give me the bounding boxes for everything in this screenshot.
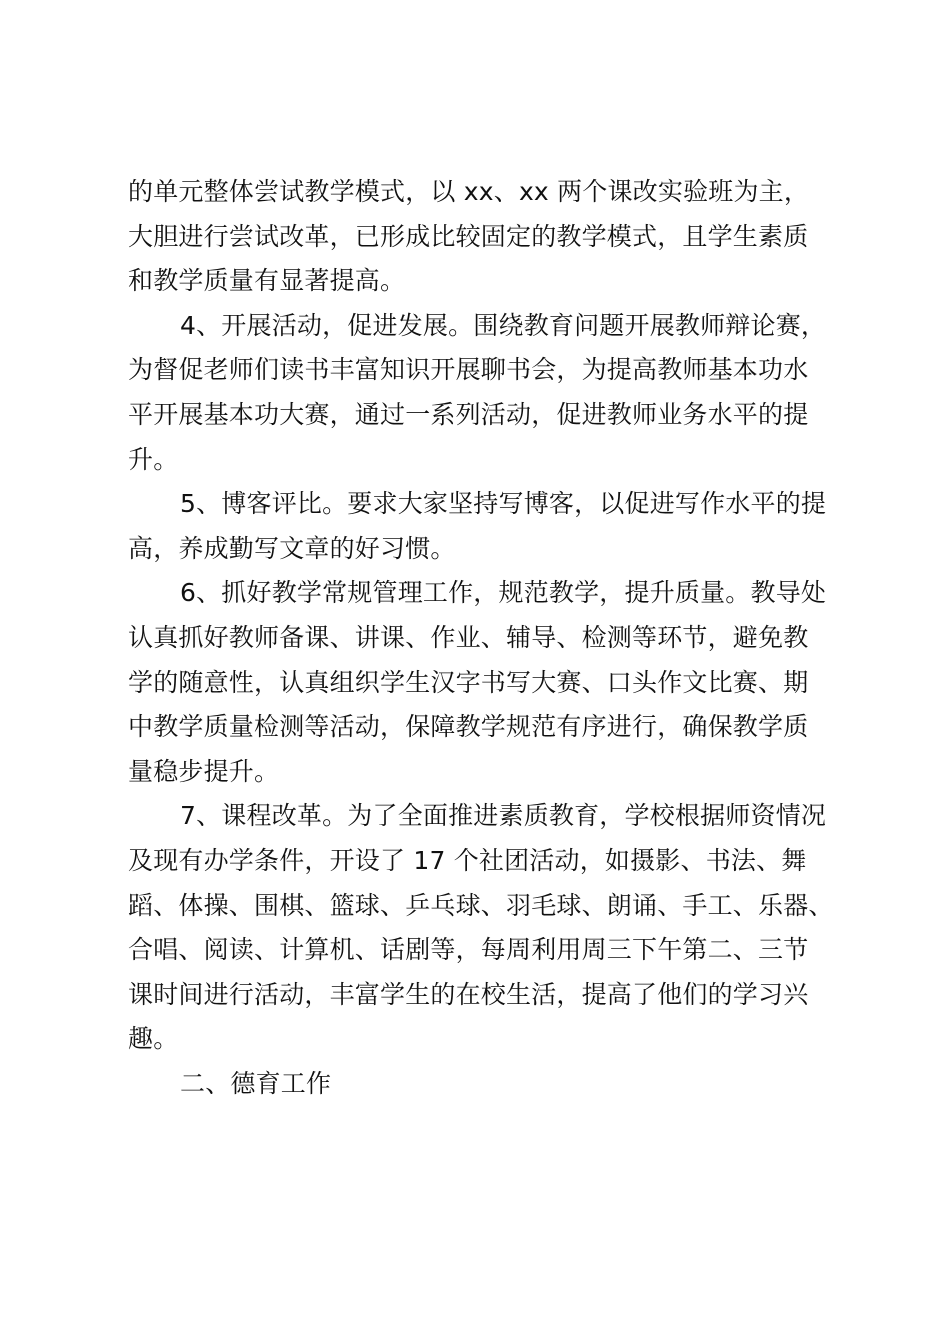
paragraph-first-line: 6、抓好教学常规管理工作，规范教学，提升质量。教导处 (180, 578, 827, 608)
text-line: 和教学质量有显著提高。 (128, 266, 406, 296)
text-line: 趣。 (128, 1024, 179, 1054)
text-line: 升。 (128, 444, 179, 474)
text-line: 量稳步提升。 (128, 756, 280, 786)
text-line: 合唱、阅读、计算机、话剧等，每周利用周三下午第二、三节 (128, 935, 809, 965)
text-line: 认真抓好教师备课、讲课、作业、辅导、检测等环节，避免教 (128, 622, 809, 652)
text-line: 中教学质量检测等活动，保障教学规范有序进行，确保教学质 (128, 712, 809, 742)
text-line: 高，养成勤写文章的好习惯。 (128, 533, 456, 563)
paragraph-first-line: 7、课程改革。为了全面推进素质教育，学校根据师资情况 (180, 801, 827, 831)
document-body (128, 170, 838, 1106)
text-line: 蹈、体操、围棋、篮球、乒乓球、羽毛球、朗诵、手工、乐器、 (128, 890, 834, 920)
text-line: 的单元整体尝试教学模式，以 xx、xx 两个课改实验班为主， (128, 177, 810, 206)
paragraph-first-line: 4、开展活动，促进发展。围绕教育问题开展教师辩论赛， (180, 310, 827, 340)
text-line: 学的随意性，认真组织学生汉字书写大赛、口头作文比赛、期 (128, 667, 809, 697)
text-line: 大胆进行尝试改革，已形成比较固定的教学模式，且学生素质 (128, 221, 809, 251)
text-line: 为督促老师们读书丰富知识开展聊书会，为提高教师基本功水 (128, 355, 809, 385)
text-line: 平开展基本功大赛，通过一系列活动，促进教师业务水平的提 (128, 399, 809, 429)
text-line: 及现有办学条件，开设了 17 个社团活动，如摄影、书法、舞 (128, 845, 807, 875)
paragraph-first-line: 5、博客评比。要求大家坚持写博客，以促进写作水平的提 (180, 489, 827, 519)
text-line: 课时间进行活动，丰富学生的在校生活，提高了他们的学习兴 (128, 979, 809, 1009)
paragraph-first-line: 二、德育工作 (180, 1068, 332, 1098)
